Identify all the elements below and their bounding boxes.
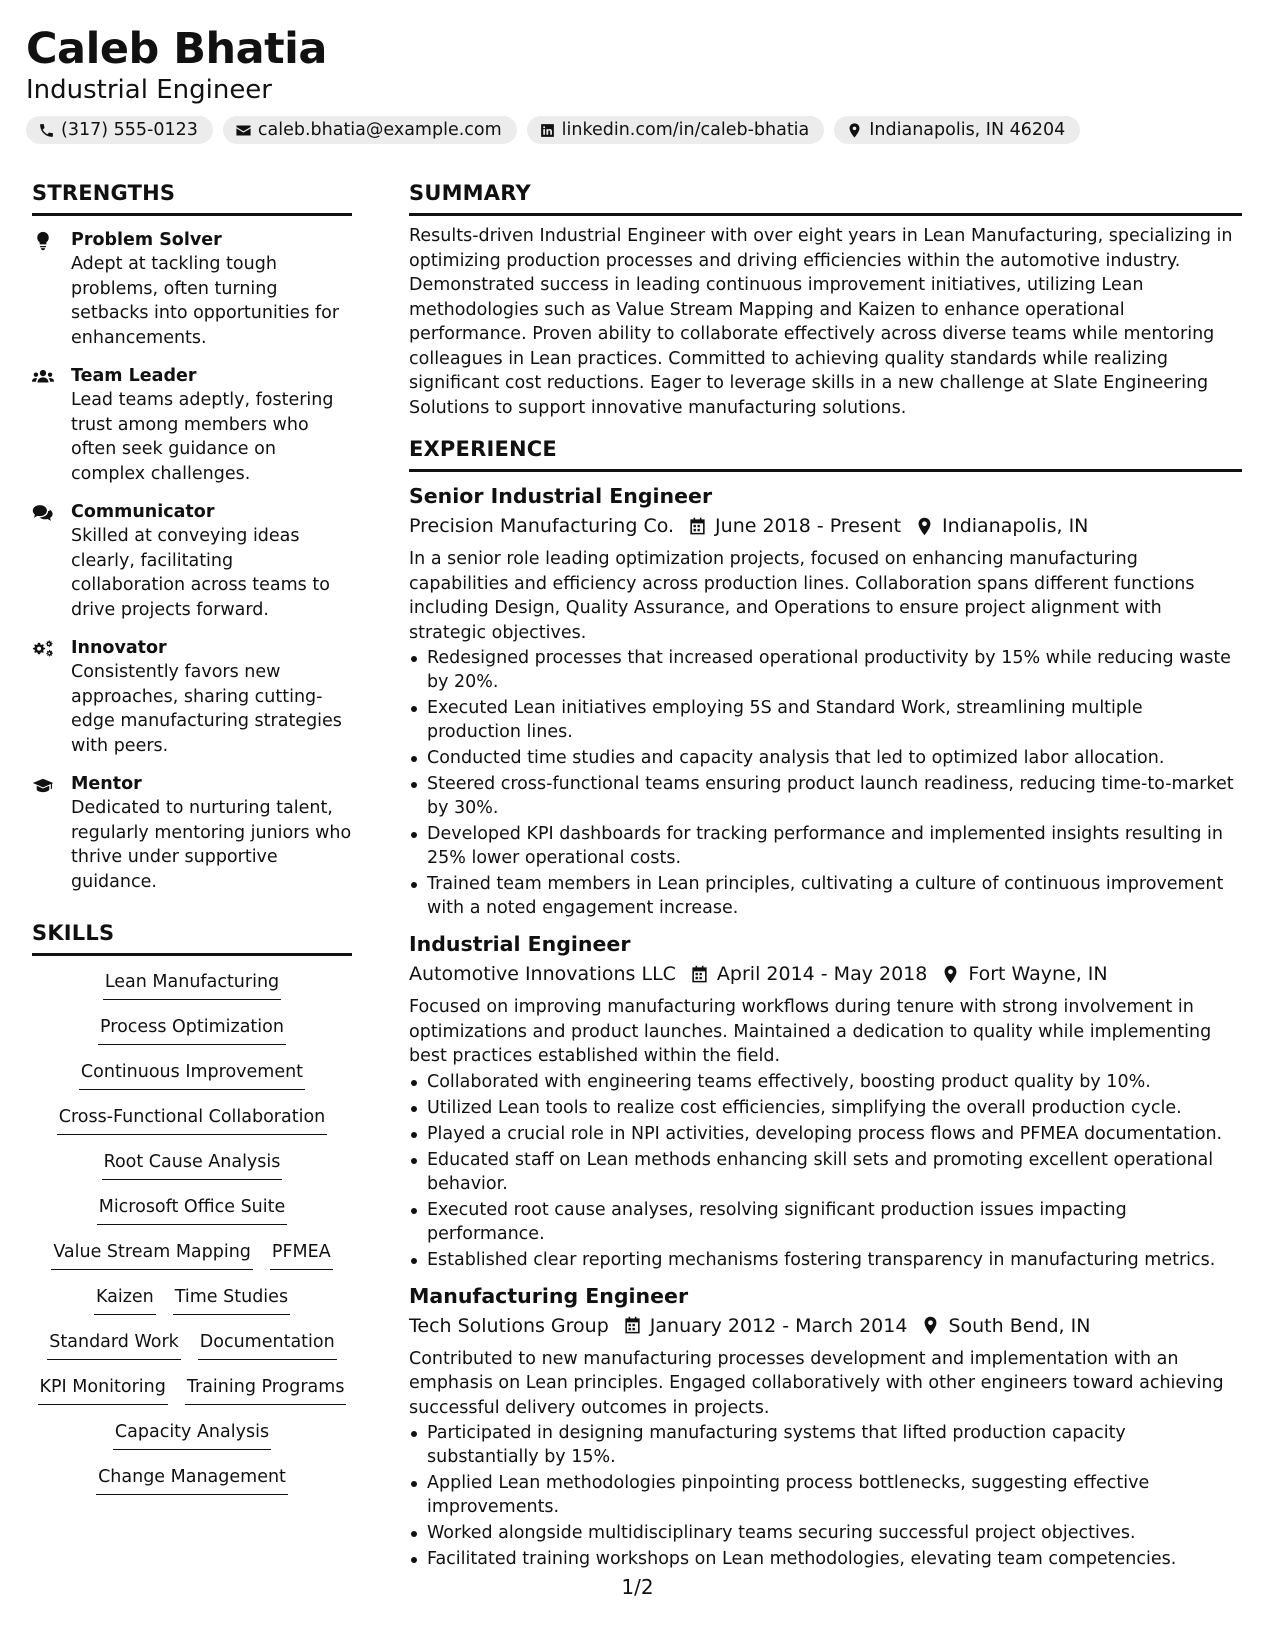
skill-tag: Kaizen: [94, 1285, 156, 1315]
skill-tag: Lean Manufacturing: [103, 970, 281, 1000]
bullet-item: Participated in designing manufacturing systems that lifted production capacity substantially by 15%.: [409, 1421, 1242, 1469]
map-pin-icon: [921, 1316, 940, 1335]
contact-email-text: caleb.bhatia@example.com: [257, 120, 502, 140]
strengths-section: [32, 180, 352, 894]
job-entry: [409, 1282, 1242, 1572]
job-description: In a senior role leading optimization projects, focused on enhancing manufacturing capabilities and efficiency across production lines. Collaboration spans different functions including Design, Quality Assurance, and Operations to ensure project alignment with strategic objectives.: [409, 549, 1195, 643]
skill-row: [47, 1330, 336, 1375]
bullet-item: Established clear reporting mechanisms fostering transparency in manufacturing metrics.: [409, 1248, 1242, 1272]
experience-heading: EXPERIENCE: [409, 436, 1242, 472]
skills-list: [32, 970, 352, 1510]
skill-row: [57, 1105, 328, 1150]
skill-tag: Value Stream Mapping: [51, 1240, 253, 1270]
users-icon: [32, 367, 54, 387]
bullet-item: Educated staff on Lean methods enhancing skill sets and promoting excellent operational behavior.: [409, 1148, 1242, 1196]
bullet-item: Collaborated with engineering teams effectively, boosting product quality by 10%.: [409, 1070, 1242, 1094]
bullet-item: Steered cross-functional teams ensuring product launch readiness, reducing time-to-market by 30%.: [409, 772, 1242, 820]
skill-tag: Continuous Improvement: [79, 1060, 305, 1090]
skill-row: [94, 1285, 290, 1330]
contact-location: [834, 116, 1080, 144]
bullet-item: Worked alongside multidisciplinary teams securing successful project objectives.: [409, 1521, 1242, 1545]
job-dates: June 2018 - Present: [715, 515, 902, 537]
strengths-list: [32, 228, 352, 894]
job-meta: [409, 512, 1242, 540]
skill-row: [96, 1465, 288, 1510]
strength-item: [32, 228, 352, 350]
bullet-item: Executed Lean initiatives employing 5S and Standard Work, streamlining multiple production lines.: [409, 696, 1242, 744]
skill-row: [38, 1375, 347, 1420]
job-description: Contributed to new manufacturing processes development and implementation with an emphasis on Lean principles. Engaged collaboratively with other engineers toward achieving successful delivery outcomes in projects.: [409, 1348, 1224, 1418]
skill-tag: Documentation: [198, 1330, 337, 1360]
skill-row: [103, 970, 281, 1015]
skill-tag: PFMEA: [270, 1240, 333, 1270]
strength-name: Team Leader: [71, 366, 197, 386]
skill-tag: Training Programs: [185, 1375, 347, 1405]
contact-bar: [26, 116, 1250, 144]
bullet-item: Executed root cause analyses, resolving significant production issues impacting performance.: [409, 1198, 1242, 1246]
bullet-item: Utilized Lean tools to realize cost efficiencies, simplifying the overall production cycle.: [409, 1096, 1242, 1120]
strength-desc: Lead teams adeptly, fostering trust among members who often seek guidance on complex challenges.: [71, 390, 334, 484]
skill-tag: Change Management: [96, 1465, 288, 1495]
skill-row: [102, 1150, 283, 1195]
strength-name: Problem Solver: [71, 230, 222, 250]
right-column: [409, 180, 1242, 1573]
contact-phone[interactable]: [26, 116, 213, 144]
job-meta: [409, 1312, 1242, 1340]
strengths-heading: STRENGTHS: [32, 180, 352, 216]
job-company: Precision Manufacturing Co.: [409, 515, 675, 537]
skill-tag: Cross-Functional Collaboration: [57, 1105, 328, 1135]
candidate-name: Caleb Bhatia: [26, 24, 327, 74]
strength-desc: Skilled at conveying ideas clearly, facilitating collaboration across teams to drive projects forward.: [71, 526, 330, 620]
skill-tag: KPI Monitoring: [38, 1375, 168, 1405]
bullet-item: Trained team members in Lean principles, cultivating a culture of continuous improvement with a noted engagement increase.: [409, 872, 1242, 920]
job-location: South Bend, IN: [948, 1314, 1091, 1337]
graduation-cap-icon: [32, 775, 54, 795]
strength-item: [32, 364, 352, 486]
job-bullets: [409, 1421, 1242, 1571]
calendar-icon: [623, 1316, 642, 1335]
strength-name: Communicator: [71, 502, 215, 522]
map-pin-icon: [915, 517, 934, 536]
bullet-item: Developed KPI dashboards for tracking performance and implemented insights resulting in 25% lower operational costs.: [409, 822, 1242, 870]
summary-section: [409, 180, 1242, 420]
job-bullets: [409, 646, 1242, 920]
experience-section: [409, 436, 1242, 1571]
job-title: Manufacturing Engineer: [409, 1283, 689, 1308]
job-location: Fort Wayne, IN: [968, 963, 1108, 985]
bullet-item: Applied Lean methodologies pinpointing process bottlenecks, suggesting effective improvements.: [409, 1471, 1242, 1519]
skills-section: [32, 920, 352, 1510]
job-dates: April 2014 - May 2018: [716, 963, 928, 985]
job-meta: [409, 960, 1242, 988]
skill-tag: Process Optimization: [98, 1015, 286, 1045]
job-entry: [409, 930, 1242, 1272]
map-pin-icon: [846, 122, 863, 139]
strength-desc: Consistently favors new approaches, sharing cutting-edge manufacturing strategies with peers.: [71, 662, 342, 756]
resume-header: [26, 24, 1250, 144]
skill-row: [79, 1060, 305, 1105]
job-bullets: [409, 1070, 1242, 1272]
summary-heading: SUMMARY: [409, 180, 1242, 216]
skill-tag: Capacity Analysis: [113, 1420, 271, 1450]
calendar-icon: [690, 965, 709, 984]
strength-item: [32, 500, 352, 622]
map-pin-icon: [941, 965, 960, 984]
skill-tag: Microsoft Office Suite: [97, 1195, 288, 1225]
job-entry: [409, 482, 1242, 920]
strength-desc: Adept at tackling tough problems, often turning setbacks into opportunities for enhancements.: [71, 254, 340, 348]
job-title: Senior Industrial Engineer: [409, 484, 713, 508]
gears-icon: [32, 639, 54, 659]
bullet-item: Played a crucial role in NPI activities, developing process flows and PFMEA documentation.: [409, 1122, 1242, 1146]
strength-name: Mentor: [71, 774, 142, 794]
skill-row: [97, 1195, 288, 1240]
summary-text: Results-driven Industrial Engineer with over eight years in Lean Manufacturing, specializing in optimizing production processes and driving efficiencies within the automotive industry. Demonstrated success in leading continuous improvement initiatives, utilizing Lean methodologies such as Value Stream Mapping and Kaizen to enhance operational performance. Proven ability to collaborate effectively across diverse teams while mentoring colleagues in Lean practices. Committed to achieving quality standards while realizing significant cost reductions. Eager to leverage skills in a new challenge at Slate Engineering Solutions to support innovative manufacturing solutions.: [409, 226, 1233, 418]
job-company: Tech Solutions Group: [409, 1314, 609, 1337]
left-column: [32, 180, 352, 1510]
contact-linkedin[interactable]: [527, 116, 825, 144]
bullet-item: Facilitated training workshops on Lean methodologies, elevating team competencies.: [409, 1547, 1242, 1571]
strength-desc: Dedicated to nurturing talent, regularly mentoring juniors who thrive under supportive guidance.: [71, 798, 352, 892]
contact-email[interactable]: [223, 116, 517, 144]
page-number: 1/2: [621, 1575, 654, 1599]
job-location: Indianapolis, IN: [942, 515, 1089, 537]
candidate-title: Industrial Engineer: [26, 75, 272, 105]
phone-icon: [38, 122, 55, 139]
lightbulb-icon: [32, 231, 54, 251]
skill-row: [113, 1420, 271, 1465]
job-title: Industrial Engineer: [409, 932, 631, 956]
strength-name: Innovator: [71, 638, 167, 658]
skills-heading: SKILLS: [32, 920, 352, 956]
contact-location-text: Indianapolis, IN 46204: [869, 120, 1066, 140]
job-company: Automotive Innovations LLC: [409, 963, 676, 985]
skill-tag: Standard Work: [47, 1330, 181, 1360]
bullet-item: Conducted time studies and capacity analysis that led to optimized labor allocation.: [409, 746, 1242, 770]
skill-row: [98, 1015, 286, 1060]
strength-item: [32, 772, 352, 894]
comments-icon: [32, 503, 54, 523]
linkedin-icon: [539, 122, 556, 139]
skill-tag: Root Cause Analysis: [102, 1150, 283, 1180]
bullet-item: Redesigned processes that increased operational productivity by 15% while reducing waste by 20%.: [409, 646, 1242, 694]
strength-item: [32, 636, 352, 758]
job-dates: January 2012 - March 2014: [649, 1314, 908, 1337]
calendar-icon: [688, 517, 707, 536]
contact-phone-text: (317) 555-0123: [61, 120, 198, 140]
job-description: Focused on improving manufacturing workflows during tenure with strong involvement in optimizations and product launches. Maintained a dedication to quality while implementing best practices established within the field.: [409, 997, 1212, 1066]
envelope-icon: [235, 122, 252, 139]
skill-row: [51, 1240, 332, 1285]
skill-tag: Time Studies: [173, 1285, 290, 1315]
contact-linkedin-text: linkedin.com/in/caleb-bhatia: [561, 120, 810, 140]
